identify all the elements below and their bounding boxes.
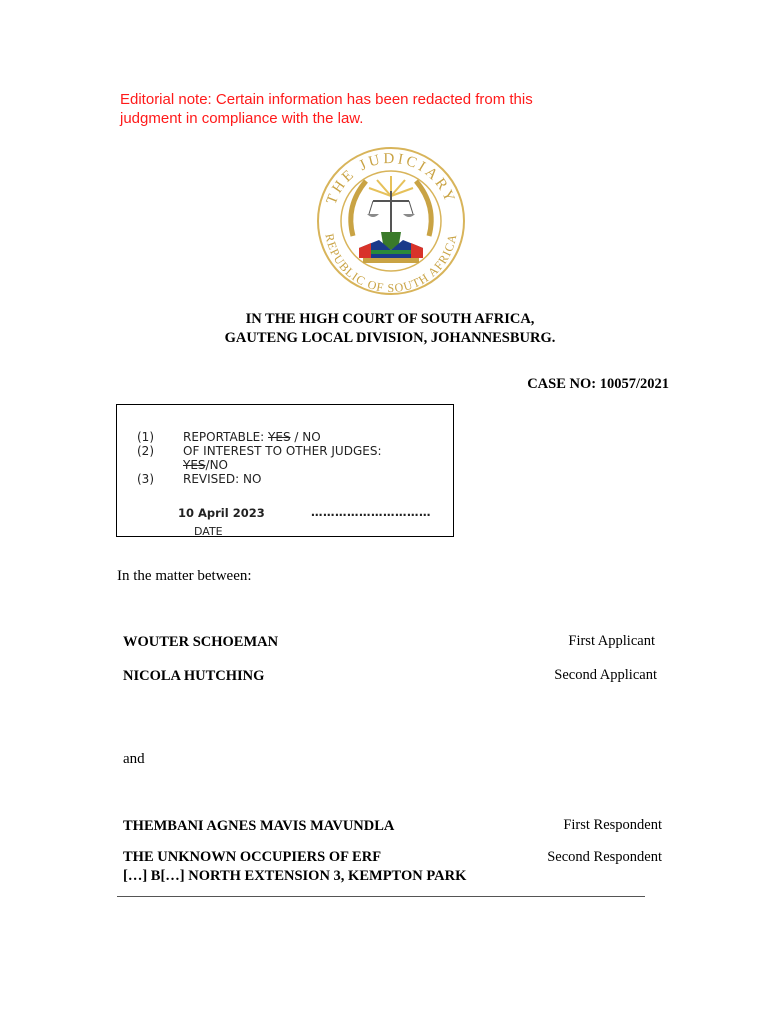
second-respondent-name [123, 848, 466, 886]
case-number: CASE NO: 10057/2021 [527, 376, 669, 392]
section-divider [117, 896, 645, 897]
first-respondent-role: First Respondent [563, 817, 662, 833]
court-heading [150, 310, 630, 348]
status-item-number: (2) [137, 444, 154, 458]
date-label: DATE [194, 525, 223, 537]
court-heading-line-1: IN THE HIGH COURT OF SOUTH AFRICA, [245, 311, 535, 327]
svg-text:REPUBLIC OF SOUTH AFRICA: REPUBLIC OF SOUTH AFRICA [322, 232, 460, 296]
struck-option: YES [183, 458, 206, 472]
editorial-note-line-2: judgment in compliance with the law. [120, 110, 364, 127]
signature-line: ………………………… [311, 505, 431, 519]
first-applicant-role: First Applicant [568, 633, 655, 649]
status-item-revised [137, 472, 261, 486]
status-item-label: REPORTABLE: [183, 430, 269, 444]
status-item-interest [137, 444, 382, 458]
reportable-status-box [116, 404, 454, 537]
editorial-note-line-1: Editorial note: Certain information has been redacted from this [120, 91, 533, 108]
status-item-label: REVISED: NO [183, 472, 262, 486]
second-respondent-name-line-2: […] B[…] NORTH EXTENSION 3, KEMPTON PARK [123, 868, 467, 884]
status-item-label: OF INTEREST TO OTHER JUDGES: [183, 444, 382, 458]
second-applicant-name: NICOLA HUTCHING [123, 668, 265, 684]
judgment-date: 10 April 2023 [178, 506, 265, 520]
editorial-note [120, 90, 580, 128]
selected-option: / NO [290, 430, 321, 444]
status-item-number: (3) [137, 472, 154, 486]
first-applicant-name: WOUTER SCHOEMAN [123, 634, 279, 650]
and-text: and [123, 751, 145, 767]
matter-between-text: In the matter between: [117, 568, 252, 584]
court-heading-line-2: GAUTENG LOCAL DIVISION, JOHANNESBURG. [224, 330, 556, 346]
status-item-reportable [137, 430, 321, 444]
svg-text:THE JUDICIARY: THE JUDICIARY [323, 150, 459, 207]
second-applicant-role: Second Applicant [554, 667, 657, 683]
status-item-number: (1) [137, 430, 154, 444]
second-respondent-name-line-1: THE UNKNOWN OCCUPIERS OF ERF [123, 849, 382, 865]
judiciary-seal-icon [311, 146, 471, 296]
first-respondent-name: THEMBANI AGNES MAVIS MAVUNDLA [123, 818, 395, 834]
status-item-interest-answer [183, 458, 228, 472]
second-respondent-role: Second Respondent [547, 849, 662, 865]
struck-option: YES [268, 430, 291, 444]
selected-option: /NO [205, 458, 228, 472]
